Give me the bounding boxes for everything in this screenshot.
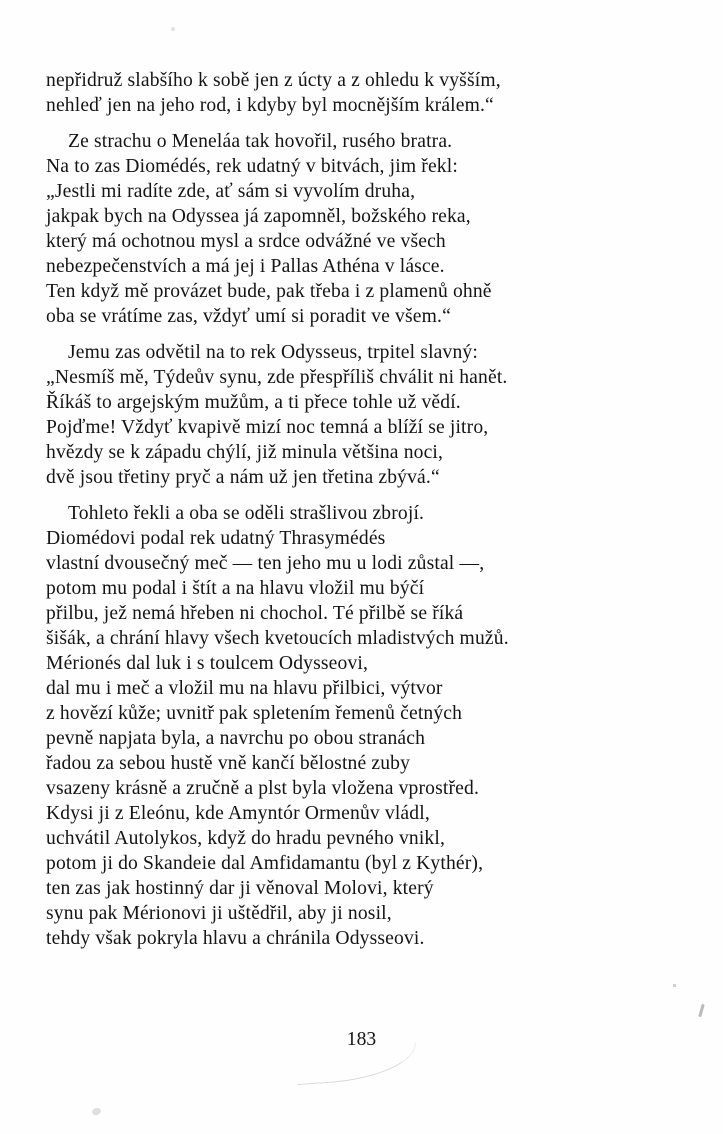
verse-line: „Jestli mi radíte zde, ať sám si vyvolím druha,: [46, 181, 416, 202]
verse-line: potom mu podal i štít a na hlavu vložil mu býčí: [46, 578, 425, 599]
stanza: [46, 340, 686, 490]
verse-line: pevně napjata byla, a navrchu po obou stranách: [46, 728, 426, 749]
verse-line: Ten když mě provázet bude, pak třeba i z plamenů ohně: [46, 281, 492, 302]
verse-line: oba se vrátíme zas, vždyť umí si poradit ve všem.“: [46, 306, 451, 327]
verse-line: Jemu zas odvětil na to rek Odysseus, trpitel slavný:: [68, 342, 478, 363]
verse-line: uchvátil Autolykos, když do hradu pevného vnikl,: [46, 828, 446, 849]
verse-line: nehleď jen na jeho rod, i kdyby byl mocnějším králem.“: [46, 95, 494, 116]
verse-line: z hovězí kůže; uvnitř pak spletením řemenů četných: [46, 703, 463, 724]
verse-line: ten zas jak hostinný dar ji věnoval Molovi, který: [46, 878, 434, 899]
verse-line: řadou za sebou hustě vně kančí bělostné zuby: [46, 753, 411, 774]
verse-line: Ze strachu o Meneláa tak hovořil, rusého bratra.: [68, 131, 453, 152]
scan-artifact-smudge-icon: [91, 1107, 102, 1116]
verse-line: nebezpečenstvích a má jej i Pallas Athéna v lásce.: [46, 256, 445, 277]
verse-line: Na to zas Diomédés, rek udatný v bitvách, jim řekl:: [46, 156, 458, 177]
verse-line: hvězdy se k západu chýlí, již minula většina noci,: [46, 442, 444, 463]
stanza: [46, 68, 686, 118]
verse-line: Kdysi ji z Eleónu, kde Amyntór Ormenův vládl,: [46, 803, 430, 824]
verse-line: dal mu i meč a vložil mu na hlavu přilbici, výtvor: [46, 678, 443, 699]
verse-line: potom ji do Skandeie dal Amfidamantu (byl z Kythér),: [46, 853, 484, 874]
verse-line: Mérionés dal luk i s toulcem Odysseovi,: [46, 653, 369, 674]
verse-line: šišák, a chrání hlavy všech kvetoucích mladistvých mužů.: [46, 628, 509, 649]
verse-line: „Nesmíš mě, Týdeův synu, zde přespříliš chválit ni hanět.: [46, 367, 508, 388]
poem-text-block: [46, 68, 686, 951]
verse-line: který má ochotnou mysl a srdce odvážné ve všech: [46, 231, 446, 252]
scan-artifact-speck-icon: [171, 27, 175, 31]
verse-line: nepřidruž slabšího k sobě jen z úcty a z ohledu k vyšším,: [46, 70, 501, 91]
verse-line: vlastní dvousečný meč — ten jeho mu u lodi zůstal —,: [46, 553, 485, 574]
verse-line: přilbu, jež nemá hřeben ni chochol. Té přilbě se říká: [46, 603, 464, 624]
verse-line: dvě jsou třetiny pryč a nám už jen třetina zbývá.“: [46, 467, 440, 488]
verse-line: Tohleto řekli a oba se oděli strašlivou zbrojí.: [68, 503, 425, 524]
stanza: [46, 501, 686, 951]
verse-line: tehdy však pokryla hlavu a chránila Odysseovi.: [46, 928, 425, 949]
verse-line: synu pak Mérionovi ji uštědřil, aby ji nosil,: [46, 903, 392, 924]
scan-artifact-dot-icon: [673, 984, 676, 987]
verse-line: Pojďme! Vždyť kvapivě mizí noc temná a blíží se jitro,: [46, 417, 489, 438]
verse-line: jakpak bych na Odyssea já zapomněl, božského reka,: [46, 206, 471, 227]
verse-line: vsazeny krásně a zručně a plst byla vložena vprostřed.: [46, 778, 480, 799]
page-number: 183: [346, 1029, 377, 1050]
verse-line: Diomédovi podal rek udatný Thrasymédés: [46, 528, 386, 549]
verse-line: Říkáš to argejským mužům, a ti přece tohle už vědí.: [46, 392, 461, 413]
scan-artifact-tick-icon: [698, 1004, 704, 1017]
stanza: [46, 129, 686, 329]
